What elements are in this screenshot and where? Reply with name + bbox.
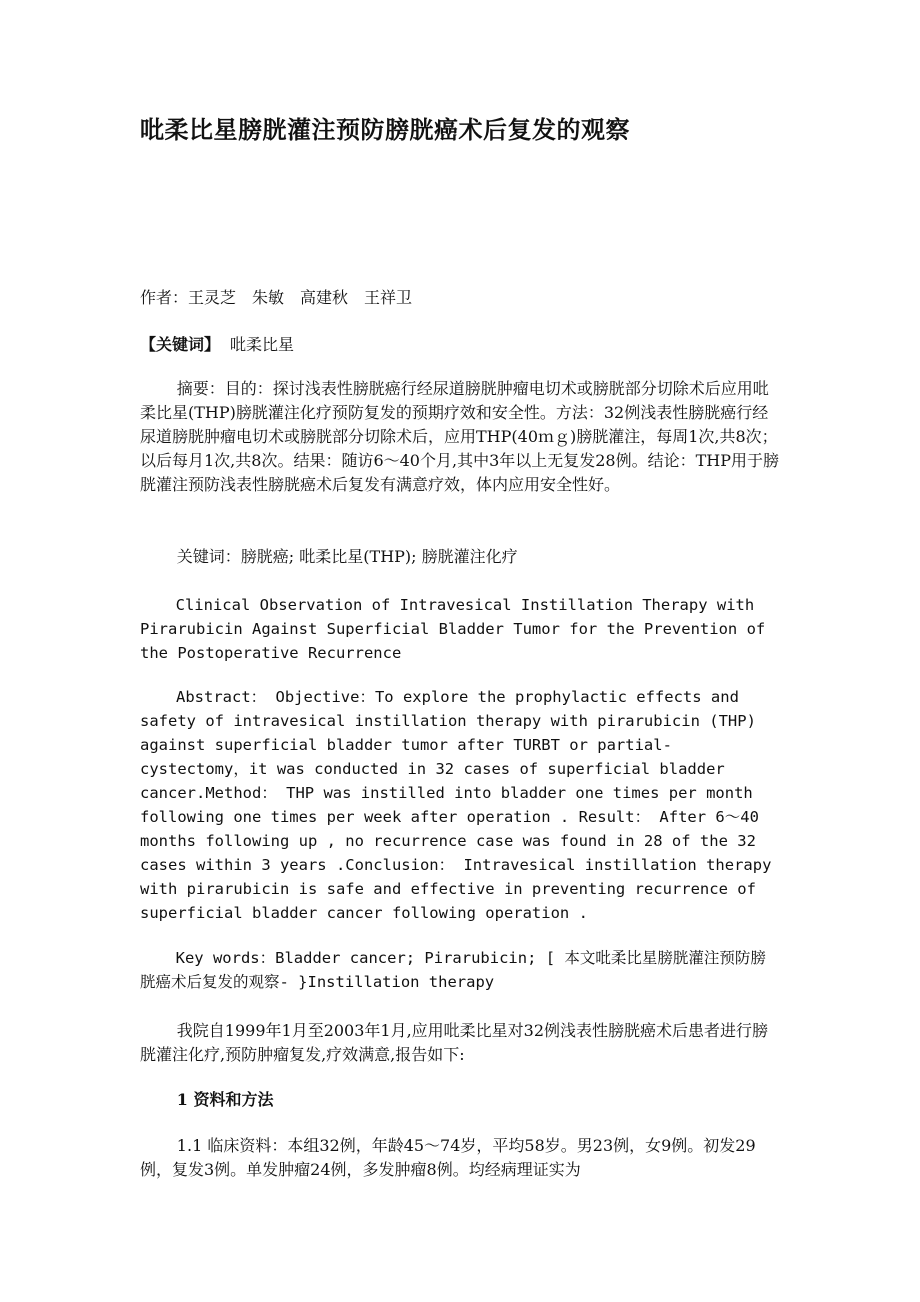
article-title: 吡柔比星膀胱灌注预防膀胱癌术后复发的观察 bbox=[140, 116, 630, 144]
keywords-header bbox=[140, 333, 780, 357]
section-heading-materials-methods: 1 资料和方法 bbox=[176, 1090, 274, 1109]
english-title: Clinical Observation of Intravesical Instillation Therapy with Pirarubicin Against Superficial Bladder Tumor for the Prevention of the Postoperative Recurrence bbox=[140, 596, 766, 662]
english-abstract bbox=[140, 685, 780, 925]
keywords-label: 【关键词】 bbox=[140, 335, 221, 354]
authors-line: 作者：王灵芝 朱敏 高建秋 王祥卫 bbox=[140, 288, 413, 307]
chinese-abstract: 摘要：目的：探讨浅表性膀胱癌行经尿道膀胱肿瘤电切术或膀胱部分切除术后应用吡柔比星(THP)膀胱灌注化疗预防复发的预期疗效和安全性。方法：32例浅表性膀胱癌行经尿道膀胱肿瘤电切术或膀胱部分切除术后，应用THP(40ｍｇ)膀胱灌注，每周1次,共8次；以后每月1次,共8次。结果：随访6～40个月,其中3年以上无复发28例。结论：THP用于膀胱灌注预防浅表性膀胱癌术后复发有满意疗效，体内应用安全性好。 bbox=[140, 379, 780, 494]
chinese-keywords: 关键词：膀胱癌; 吡柔比星(THP); 膀胱灌注化疗 bbox=[176, 547, 518, 566]
english-abstract-text: Abstract： Objective：To explore the prophylactic effects and safety of intravesical instillation therapy with pirarubicin (THP) against superficial bladder tumor after TURBT or partial-cystectomy，it was conducted in 32 cases of superficial bladder cancer.Method： THP was instilled into bladder one times per month following one times per week after operation . Result： After 6～40 months following up , no recurrence case was found in 28 of the 32 cases within 3 years .Conclusion： Intravesical instillation therapy with pirarubicin is safe and effective in preventing recurrence of superficial bladder cancer following operation . bbox=[140, 688, 772, 922]
introduction-paragraph: 我院自1999年1月至2003年1月,应用吡柔比星对32例浅表性膀胱癌术后患者进行膀胱灌注化疗,预防肿瘤复发,疗效满意,报告如下: bbox=[140, 1021, 769, 1064]
section-1-1-paragraph: 1.1 临床资料：本组32例，年龄45～74岁，平均58岁。男23例，女9例。初发29例，复发3例。单发肿瘤24例，多发肿瘤8例。均经病理证实为 bbox=[140, 1136, 756, 1179]
keywords-value: 吡柔比星 bbox=[230, 335, 295, 354]
english-keywords: Key words：Bladder cancer; Pirarubicin; [ 本文吡柔比星膀胱灌注预防膀胱癌术后复发的观察- }Instillation therapy bbox=[140, 949, 766, 991]
